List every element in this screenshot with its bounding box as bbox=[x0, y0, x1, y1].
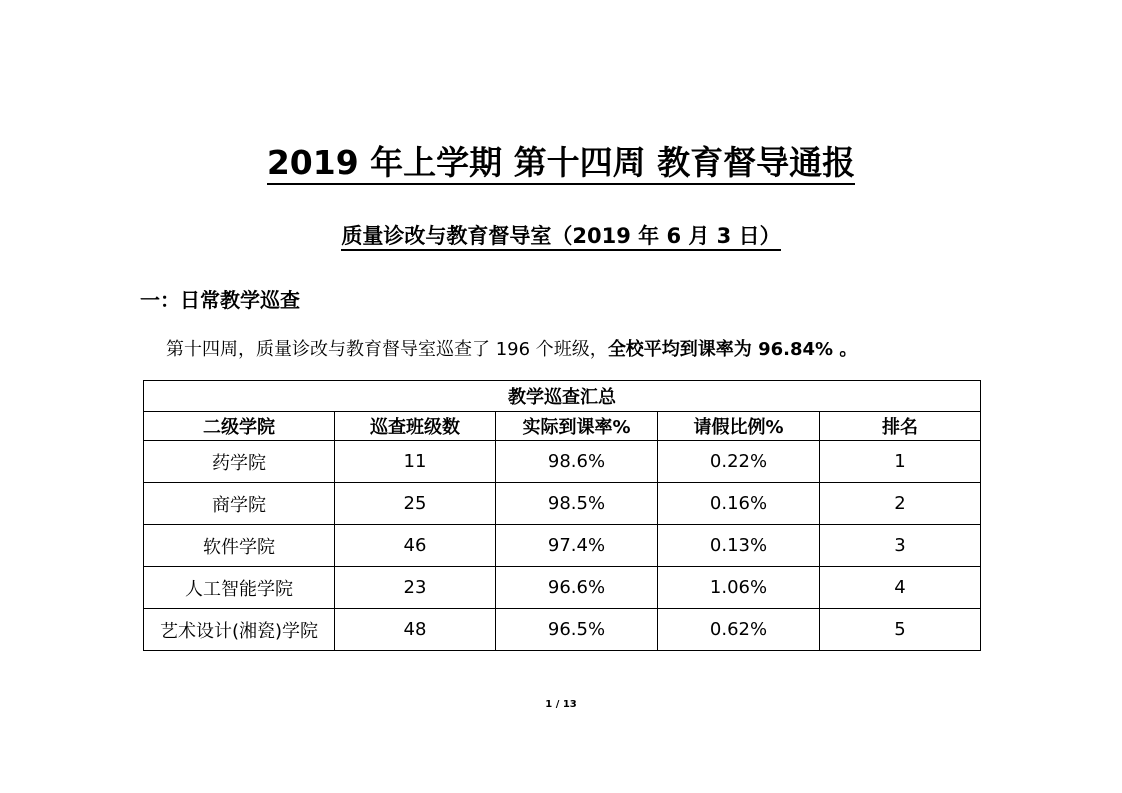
page-number: 1 / 13 bbox=[545, 699, 577, 710]
table-cell: 0.13% bbox=[658, 525, 820, 567]
table-cell: 艺术设计(湘瓷)学院 bbox=[144, 609, 335, 651]
document-subtitle bbox=[0, 222, 1122, 250]
table-caption: 教学巡查汇总 bbox=[144, 381, 981, 412]
table-cell: 软件学院 bbox=[144, 525, 335, 567]
table-cell: 0.22% bbox=[658, 441, 820, 483]
table-cell: 25 bbox=[335, 483, 496, 525]
table-header-row bbox=[144, 412, 981, 441]
column-header: 二级学院 bbox=[144, 412, 335, 441]
document-title bbox=[0, 143, 1122, 183]
document-subtitle-text: 质量诊改与教育督导室（2019 年 6 月 3 日） bbox=[341, 224, 780, 251]
table-row bbox=[144, 567, 981, 609]
section-heading: 一：日常教学巡查 bbox=[140, 288, 300, 312]
table-cell: 商学院 bbox=[144, 483, 335, 525]
table-row bbox=[144, 441, 981, 483]
table-cell: 97.4% bbox=[496, 525, 658, 567]
table-caption-row bbox=[144, 381, 981, 412]
table-cell: 11 bbox=[335, 441, 496, 483]
table-cell: 0.62% bbox=[658, 609, 820, 651]
column-header: 实际到课率% bbox=[496, 412, 658, 441]
table-row bbox=[144, 483, 981, 525]
table-cell: 5 bbox=[820, 609, 981, 651]
column-header: 请假比例% bbox=[658, 412, 820, 441]
table-cell: 人工智能学院 bbox=[144, 567, 335, 609]
table-cell: 23 bbox=[335, 567, 496, 609]
table-cell: 48 bbox=[335, 609, 496, 651]
table-cell: 46 bbox=[335, 525, 496, 567]
document-title-text: 2019 年上学期 第十四周 教育督导通报 bbox=[267, 143, 855, 185]
table-cell: 2 bbox=[820, 483, 981, 525]
inspection-summary-table bbox=[143, 380, 981, 651]
summary-paragraph bbox=[166, 337, 857, 363]
table-cell: 1 bbox=[820, 441, 981, 483]
column-header: 巡查班级数 bbox=[335, 412, 496, 441]
paragraph-normal-text: 第十四周，质量诊改与教育督导室巡查了 196 个班级， bbox=[166, 339, 608, 360]
table-cell: 3 bbox=[820, 525, 981, 567]
table-cell: 药学院 bbox=[144, 441, 335, 483]
table-row bbox=[144, 609, 981, 651]
table-cell: 96.5% bbox=[496, 609, 658, 651]
table-row bbox=[144, 525, 981, 567]
table-cell: 1.06% bbox=[658, 567, 820, 609]
column-header: 排名 bbox=[820, 412, 981, 441]
table-cell: 4 bbox=[820, 567, 981, 609]
table-cell: 96.6% bbox=[496, 567, 658, 609]
paragraph-bold-text: 全校平均到课率为 96.84% 。 bbox=[607, 339, 858, 360]
table-cell: 0.16% bbox=[658, 483, 820, 525]
table-cell: 98.5% bbox=[496, 483, 658, 525]
table-cell: 98.6% bbox=[496, 441, 658, 483]
